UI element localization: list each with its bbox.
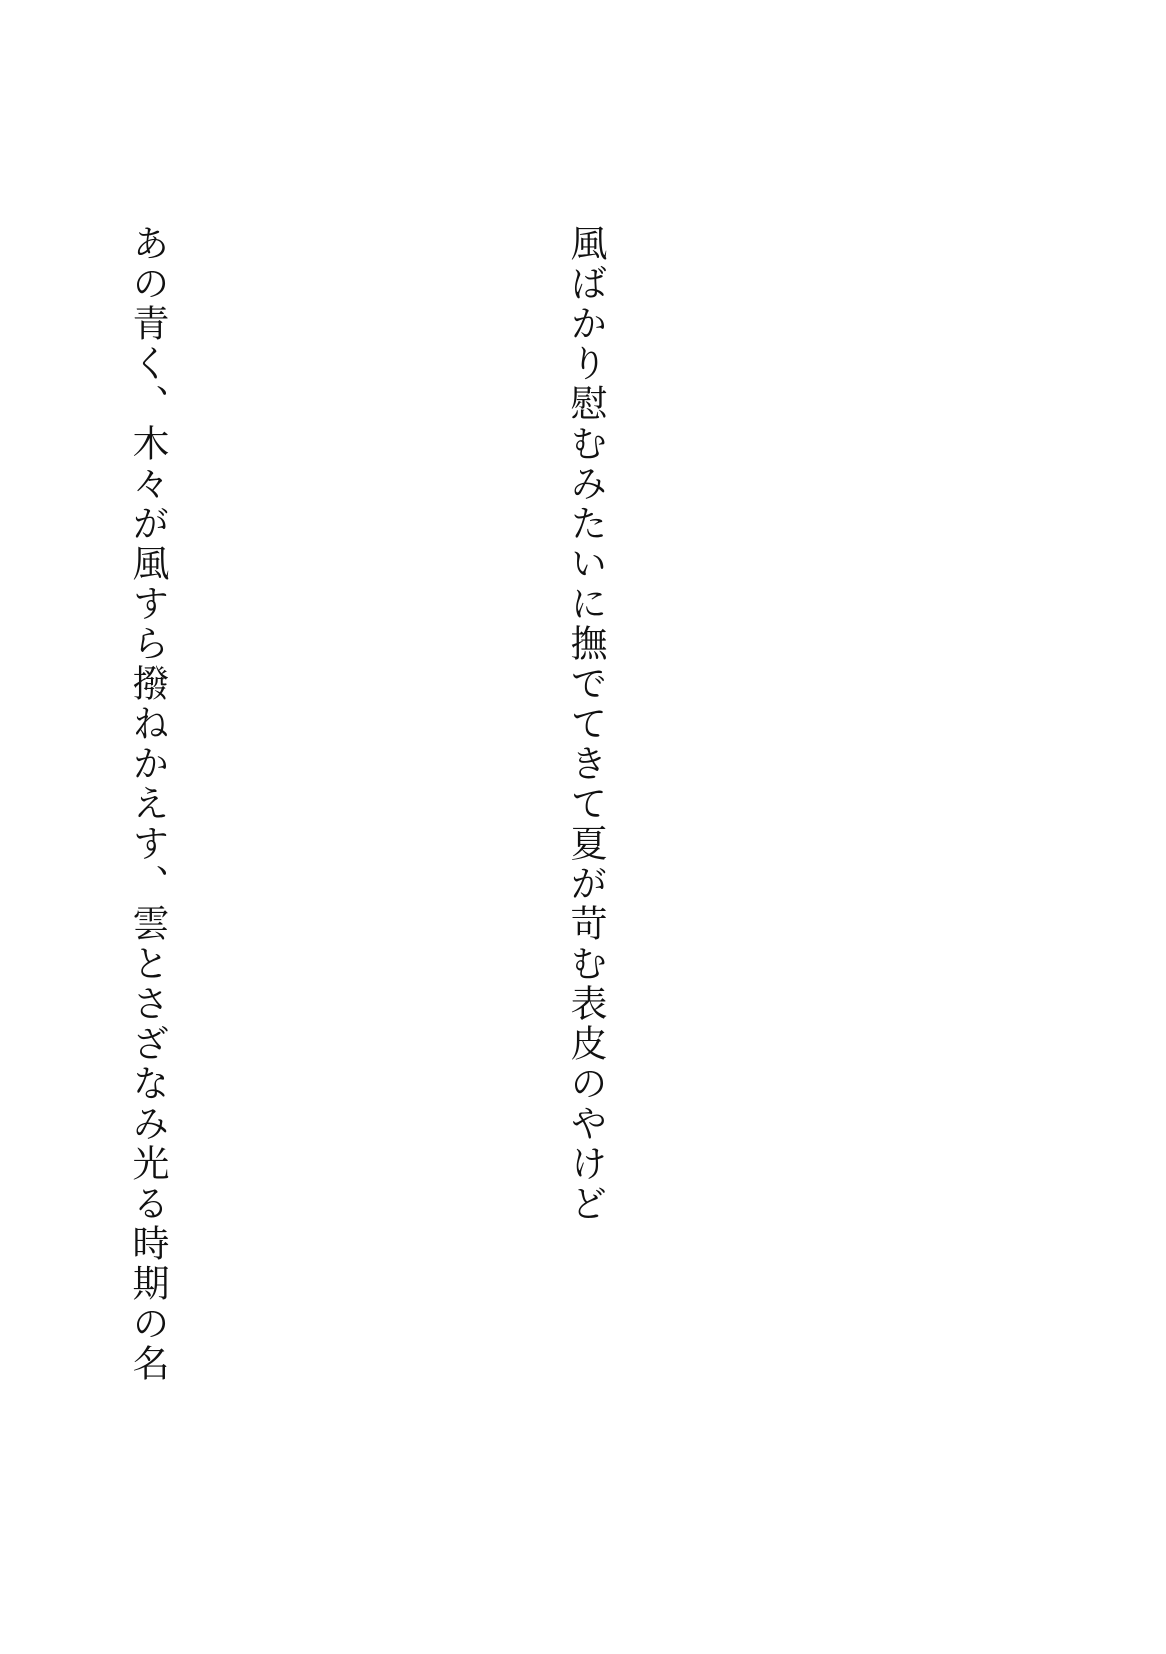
poem-line-2: あの青く、木々が風すら撥ねかえす、雲とさざなみ光る時期の名 [126,224,169,1384]
poem-line-1: 風ばかり慰むみたいに撫でてきて夏が苛む表皮のやけど [564,224,607,1224]
poem-body [126,224,950,1384]
